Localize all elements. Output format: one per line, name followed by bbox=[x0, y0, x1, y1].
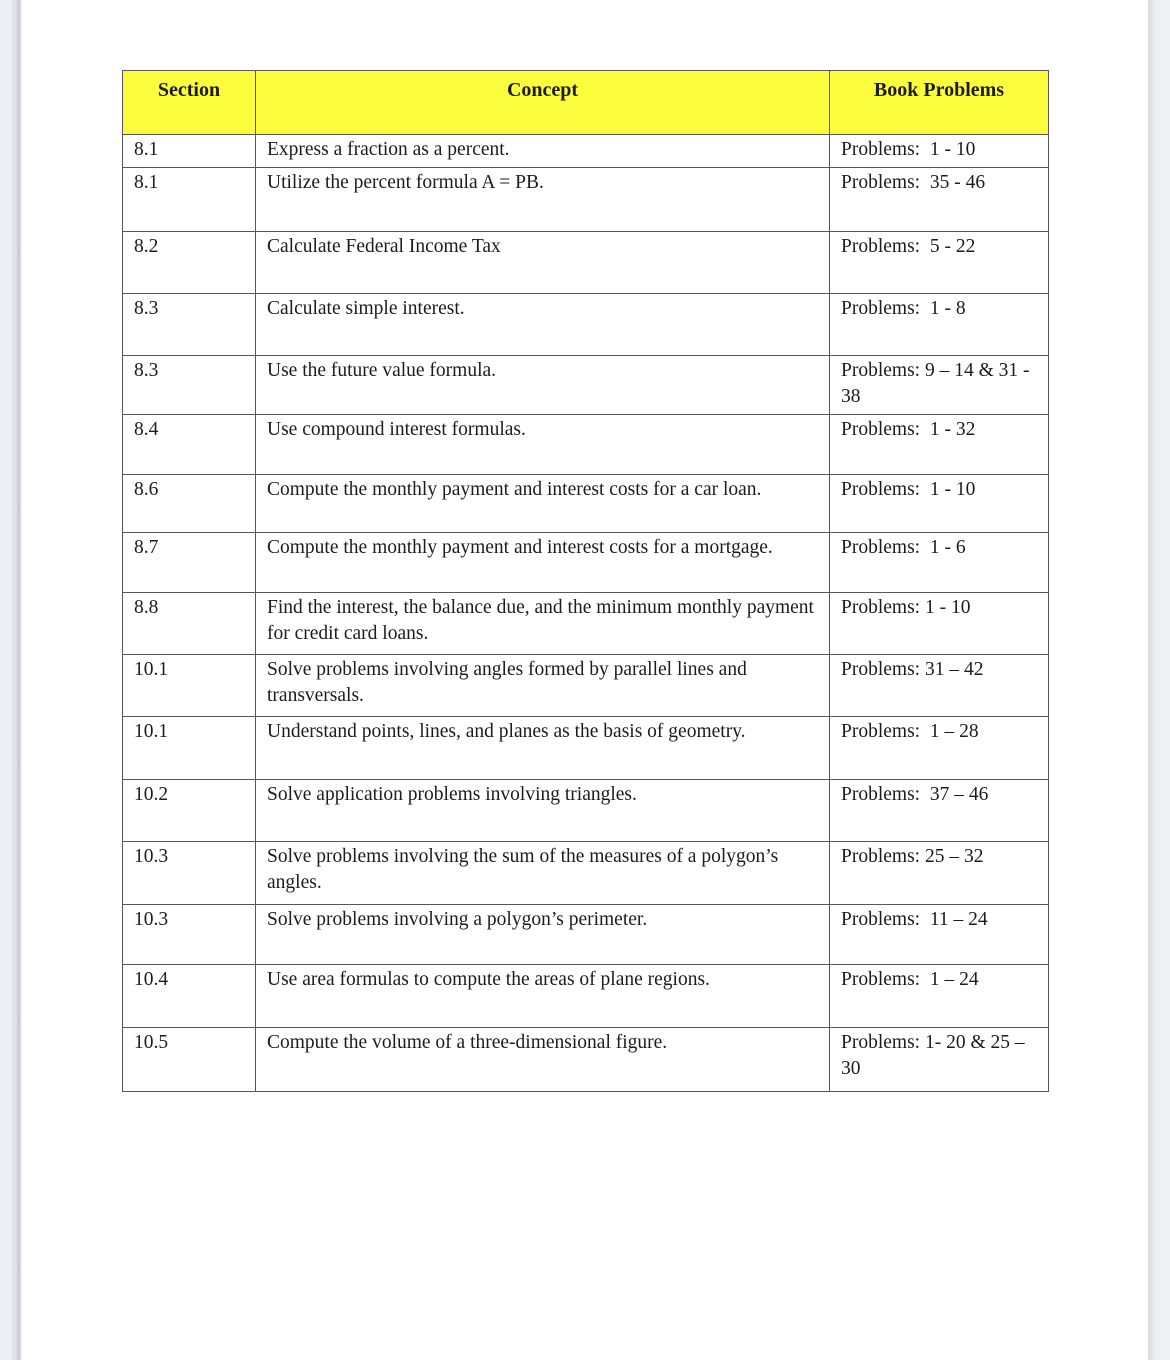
concept-cell: Use compound interest formulas. bbox=[256, 415, 830, 475]
section-cell: 8.7 bbox=[123, 533, 256, 593]
table-row bbox=[123, 533, 1049, 593]
course-schedule-table bbox=[122, 70, 1049, 1092]
problems-cell: Problems: 25 – 32 bbox=[830, 842, 1049, 905]
table-row bbox=[123, 842, 1049, 905]
problems-cell: Problems: 1 - 32 bbox=[830, 415, 1049, 475]
table-row bbox=[123, 232, 1049, 294]
concept-cell: Solve problems involving a polygon’s perimeter. bbox=[256, 905, 830, 965]
table-row bbox=[123, 415, 1049, 475]
problems-cell: Problems: 1 - 8 bbox=[830, 294, 1049, 356]
concept-cell: Compute the monthly payment and interest costs for a car loan. bbox=[256, 475, 830, 533]
problems-cell: Problems: 9 – 14 & 31 - 38 bbox=[830, 356, 1049, 415]
concept-cell: Solve problems involving angles formed by parallel lines and transversals. bbox=[256, 655, 830, 717]
problems-cell: Problems: 31 – 42 bbox=[830, 655, 1049, 717]
section-cell: 8.1 bbox=[123, 135, 256, 168]
problems-cell: Problems: 1 - 10 bbox=[830, 593, 1049, 655]
column-header-section: Section bbox=[123, 71, 256, 135]
section-cell: 8.3 bbox=[123, 356, 256, 415]
page-margin-left bbox=[0, 0, 22, 1360]
table-row bbox=[123, 1028, 1049, 1092]
column-header-concept: Concept bbox=[256, 71, 830, 135]
column-header-book-problems: Book Problems bbox=[830, 71, 1049, 135]
section-cell: 10.3 bbox=[123, 842, 256, 905]
table-row bbox=[123, 168, 1049, 232]
table-row bbox=[123, 780, 1049, 842]
problems-cell: Problems: 1 – 28 bbox=[830, 717, 1049, 780]
problems-cell: Problems: 1 - 10 bbox=[830, 475, 1049, 533]
section-cell: 10.5 bbox=[123, 1028, 256, 1092]
concept-cell: Solve application problems involving triangles. bbox=[256, 780, 830, 842]
section-cell: 10.2 bbox=[123, 780, 256, 842]
section-cell: 8.8 bbox=[123, 593, 256, 655]
table-row bbox=[123, 294, 1049, 356]
concept-cell: Calculate Federal Income Tax bbox=[256, 232, 830, 294]
concept-cell: Find the interest, the balance due, and the minimum monthly payment for credit card loans. bbox=[256, 593, 830, 655]
table-row bbox=[123, 717, 1049, 780]
concept-cell: Compute the monthly payment and interest costs for a mortgage. bbox=[256, 533, 830, 593]
table-row bbox=[123, 965, 1049, 1028]
section-cell: 10.3 bbox=[123, 905, 256, 965]
problems-cell: Problems: 35 - 46 bbox=[830, 168, 1049, 232]
section-cell: 10.1 bbox=[123, 717, 256, 780]
section-cell: 8.3 bbox=[123, 294, 256, 356]
section-cell: 10.4 bbox=[123, 965, 256, 1028]
table-row bbox=[123, 356, 1049, 415]
table-row bbox=[123, 475, 1049, 533]
concept-cell: Utilize the percent formula A = PB. bbox=[256, 168, 830, 232]
concept-cell: Use the future value formula. bbox=[256, 356, 830, 415]
table-header-row bbox=[123, 71, 1049, 135]
table-row bbox=[123, 655, 1049, 717]
table-row bbox=[123, 593, 1049, 655]
problems-cell: Problems: 5 - 22 bbox=[830, 232, 1049, 294]
section-cell: 8.6 bbox=[123, 475, 256, 533]
concept-cell: Compute the volume of a three-dimensional figure. bbox=[256, 1028, 830, 1092]
section-cell: 8.2 bbox=[123, 232, 256, 294]
concept-cell: Solve problems involving the sum of the measures of a polygon’s angles. bbox=[256, 842, 830, 905]
problems-cell: Problems: 1- 20 & 25 – 30 bbox=[830, 1028, 1049, 1092]
section-cell: 10.1 bbox=[123, 655, 256, 717]
problems-cell: Problems: 1 - 6 bbox=[830, 533, 1049, 593]
concept-cell: Calculate simple interest. bbox=[256, 294, 830, 356]
table-row bbox=[123, 905, 1049, 965]
page-margin-right bbox=[1148, 0, 1170, 1360]
problems-cell: Problems: 1 – 24 bbox=[830, 965, 1049, 1028]
problems-cell: Problems: 11 – 24 bbox=[830, 905, 1049, 965]
problems-cell: Problems: 1 - 10 bbox=[830, 135, 1049, 168]
section-cell: 8.4 bbox=[123, 415, 256, 475]
concept-cell: Use area formulas to compute the areas of plane regions. bbox=[256, 965, 830, 1028]
problems-cell: Problems: 37 – 46 bbox=[830, 780, 1049, 842]
concept-cell: Understand points, lines, and planes as the basis of geometry. bbox=[256, 717, 830, 780]
concept-cell: Express a fraction as a percent. bbox=[256, 135, 830, 168]
section-cell: 8.1 bbox=[123, 168, 256, 232]
table-row bbox=[123, 135, 1049, 168]
